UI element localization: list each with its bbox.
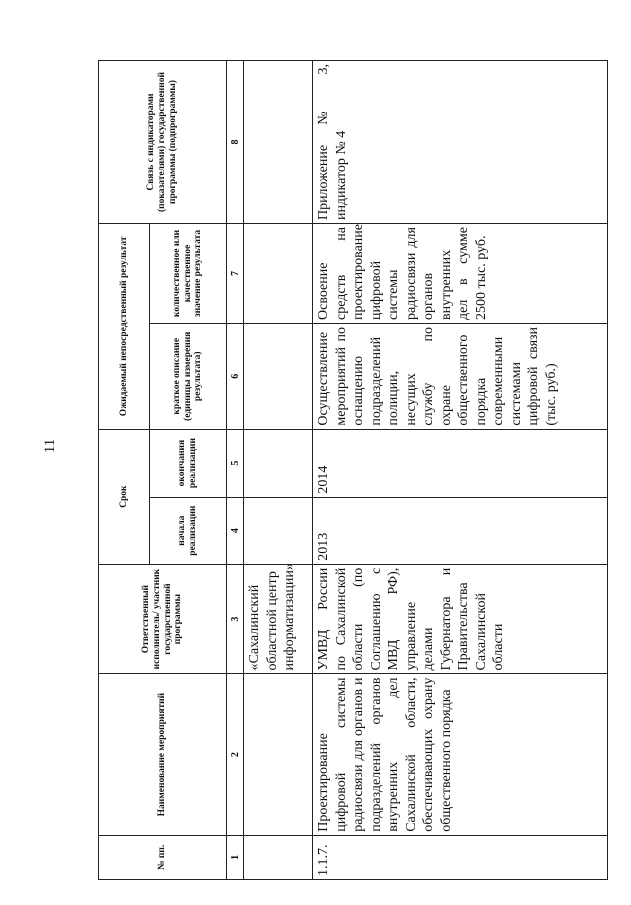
header-link: Связь с индикаторами (показателями) государственной программы (подпрограммы) (99, 61, 227, 224)
header-term: Срок (99, 429, 150, 564)
header-name: Наименование мероприятий (99, 674, 227, 835)
column-number: 4 (227, 497, 244, 564)
row-name: Проектирование цифровой системы радиосвязи для органов и подразделений органов внутренних дел Сахалинской области, обеспечивающих охрану общественного порядка (313, 674, 608, 835)
continuation-executor: «Сахалинский областной центр информатизации» (244, 564, 313, 674)
activities-table (98, 60, 608, 880)
header-result-value: количественное или качественное значение результата (150, 224, 227, 324)
rotated-table-frame (98, 60, 608, 880)
column-number: 7 (227, 224, 244, 324)
cell-empty (244, 429, 313, 497)
continuation-row (244, 61, 313, 880)
page-number: 11 (42, 438, 58, 454)
header-result-desc: краткое описание (единицы измерения результата) (150, 323, 227, 429)
cell-empty (244, 61, 313, 224)
row-num: 1.1.7. (313, 835, 608, 879)
row-start: 2013 (313, 497, 608, 564)
cell-empty (244, 323, 313, 429)
header-term-start: начала реализации (150, 497, 227, 564)
column-number-row (227, 61, 244, 880)
header-result: Ожидаемый непосредственный результат (99, 224, 150, 430)
column-number: 5 (227, 429, 244, 497)
cell-empty (244, 835, 313, 879)
cell-empty (244, 674, 313, 835)
column-number: 1 (227, 835, 244, 879)
header-term-end: окончания реализации (150, 429, 227, 497)
column-number: 8 (227, 61, 244, 224)
row-link: Приложение № 3, индикатор № 4 (313, 61, 608, 224)
column-number: 3 (227, 564, 244, 674)
cell-empty (244, 224, 313, 324)
header-executor: Ответственный исполнитель/ участник государственной программы (99, 564, 227, 674)
row-end: 2014 (313, 429, 608, 497)
row-result-desc: Осуществление мероприятий по оснащению подразделений полиции, несущих службу по охране общественного порядка современными системами цифровой связи (тыс. руб.) (313, 323, 608, 429)
column-number: 6 (227, 323, 244, 429)
header-num: № пп. (99, 835, 227, 879)
table-row (313, 61, 608, 880)
column-number: 2 (227, 674, 244, 835)
cell-empty (244, 497, 313, 564)
row-executor: УМВД России по Сахалинской области (по Соглашению с МВД РФ), управление делами Губернатора и Правительства Сахалинской области (313, 564, 608, 674)
row-result-value: Освоение средств на проектирование цифровой системы радиосвязи для органов внутренних дел в сумме 2500 тыс. руб. (313, 224, 608, 324)
